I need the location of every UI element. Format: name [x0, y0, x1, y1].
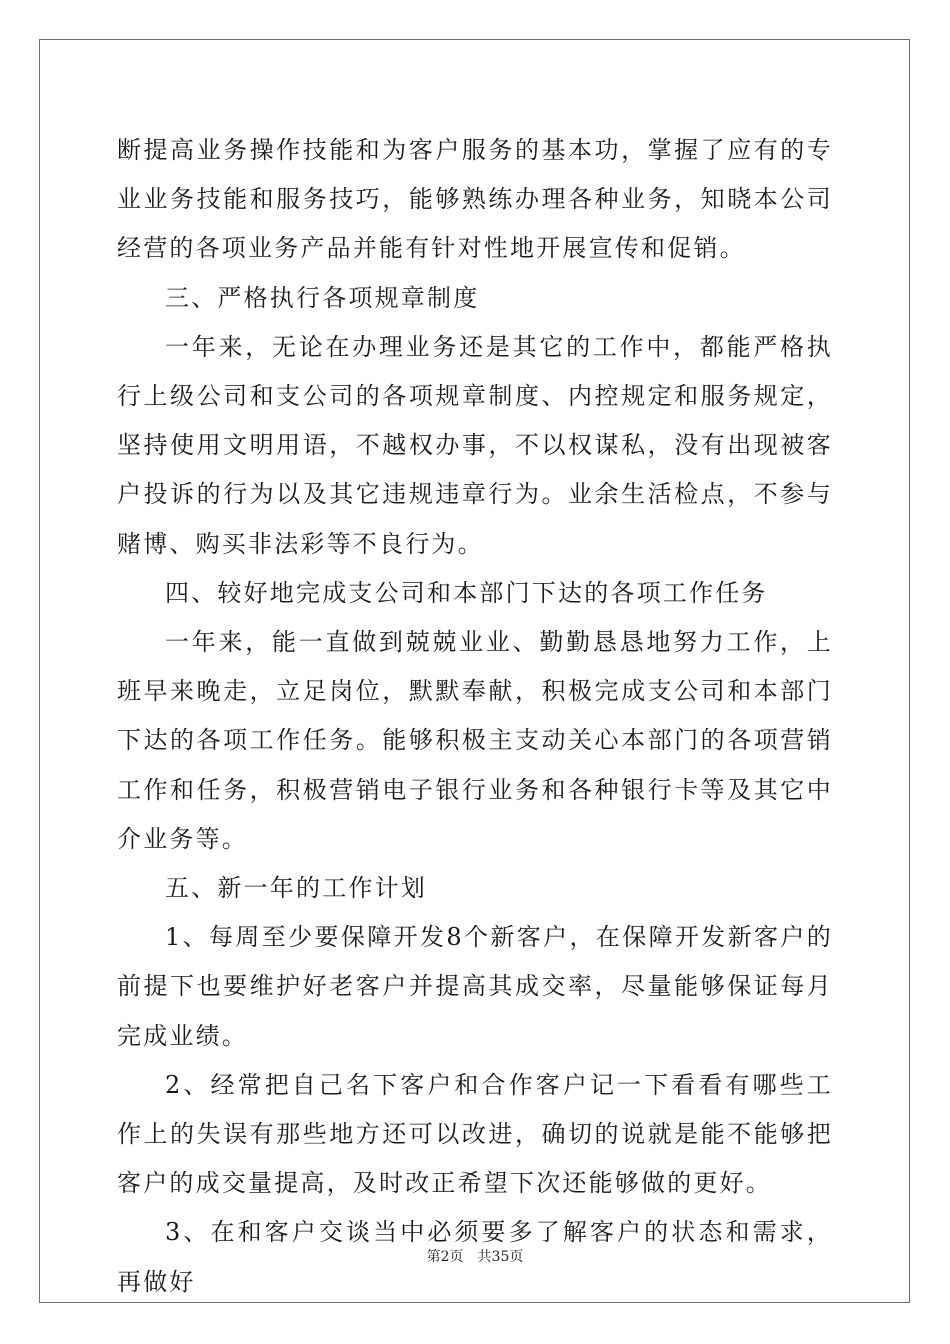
plan-item-2: 2、经常把自己名下客户和合作客户记一下看看有哪些工作上的失误有那些地方还可以改进，确切的说就是能不能够把客户的成交量提高，及时改正希望下次还能够做的更好。	[117, 1070, 833, 1198]
paragraph-section-4: 一年来，能一直做到兢兢业业、勤勤恳恳地努力工作，上班早来晚走，立足岗位，默默奉献，积极完成支公司和本部门下达的各项工作任务。能够积极主支动关心本部门的各项营销工作和任务，积极营销电子银行业务和各种银行卡等及其它中介业务等。	[117, 628, 833, 853]
page-number: 第2页	[426, 1249, 464, 1265]
section-heading-4: 四、较好地完成支公司和本部门下达的各项工作任务	[165, 578, 768, 607]
paragraph-continuation: 断提高业务操作技能和为客户服务的基本功，掌握了应有的专业业务技能和服务技巧，能够熟练办理各种业务，知晓本公司经营的各项业务产品并能有针对性地开展宣传和促销。	[117, 136, 833, 263]
page-total: 共35页	[477, 1249, 524, 1265]
section-heading-3: 三、严格执行各项规章制度	[165, 283, 480, 312]
document-body	[117, 126, 833, 1307]
page-footer	[0, 1246, 950, 1266]
section-heading-5: 五、新一年的工作计划	[165, 874, 427, 903]
plan-item-1: 1、每周至少要保障开发8个新客户，在保障开发新客户的前提下也要维护好老客户并提高其成交率，尽量能够保证每月完成业绩。	[117, 923, 833, 1050]
plan-item-3: 3、在和客户交谈当中必须要多了解客户的状态和需求，再做好	[117, 1218, 833, 1296]
paragraph-section-3: 一年来，无论在办理业务还是其它的工作中，都能严格执行上级公司和支公司的各项规章制度、内控规定和服务规定，坚持使用文明用语，不越权办事，不以权谋私，没有出现被客户投诉的行为以及其它违规违章行为。业余生活检点，不参与赌博、购买非法彩等不良行为。	[117, 332, 833, 558]
